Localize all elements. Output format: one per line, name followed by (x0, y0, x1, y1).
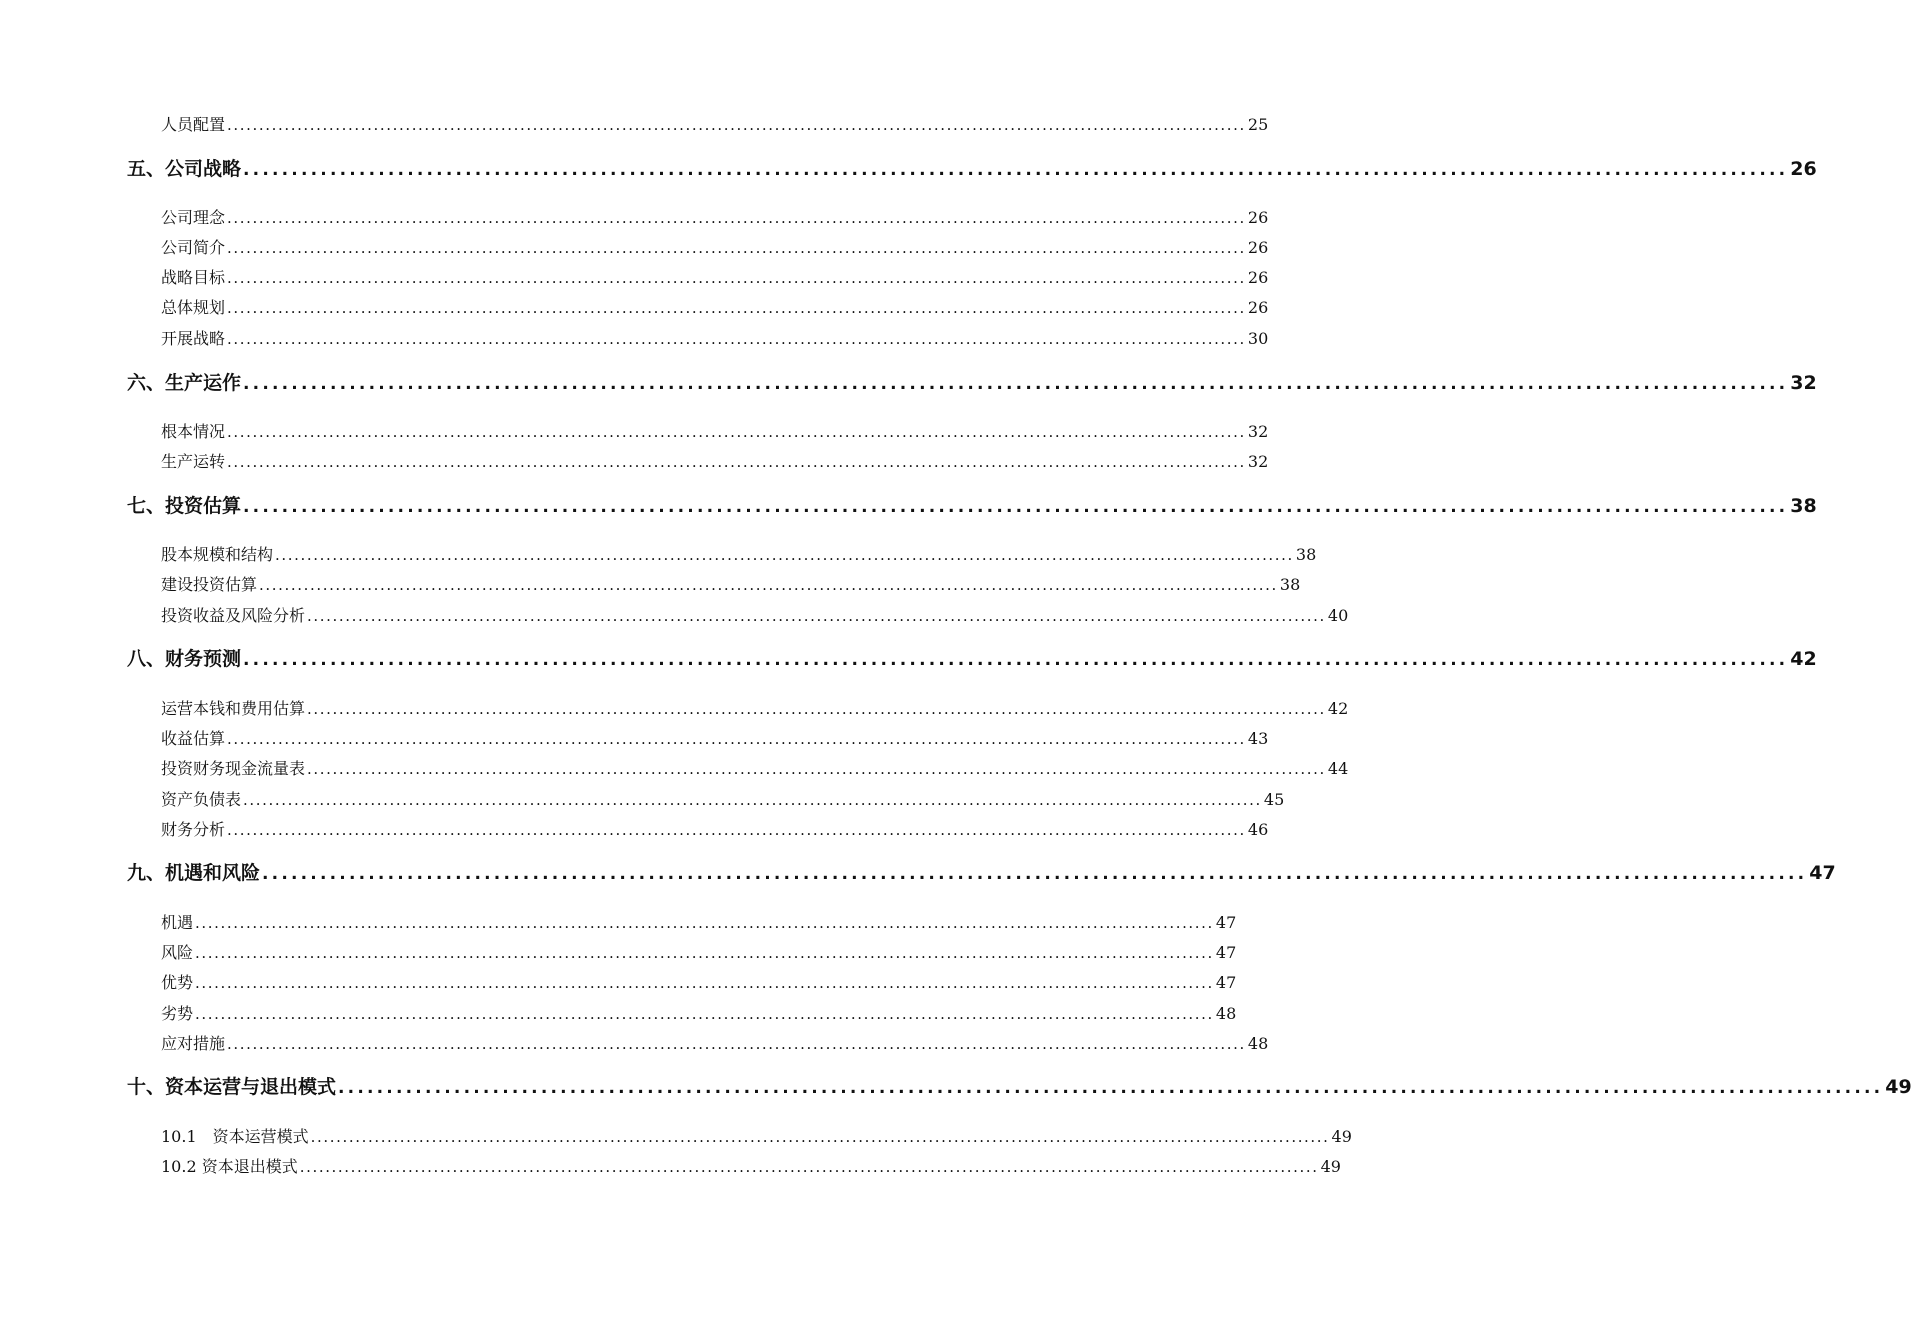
toc-entry-label: 十、资本运营与退出模式 (127, 1076, 337, 1098)
toc-page-number: 40 (1327, 606, 1349, 625)
toc-entry-label: 10.1 资本运营模式 (161, 1127, 309, 1146)
toc-entry-label: 10.2 资本退出模式 (161, 1157, 298, 1176)
toc-page-number: 49 (1885, 1076, 1912, 1098)
toc-entry[interactable] (161, 972, 1237, 994)
toc-page-number: 38 (1790, 495, 1817, 517)
toc-page-number: 48 (1215, 1004, 1237, 1023)
toc-entry-label: 资产负债表 (161, 790, 242, 809)
toc-page-number: 26 (1247, 268, 1269, 287)
toc-entry[interactable] (161, 1033, 1269, 1055)
toc-entry[interactable] (161, 237, 1269, 259)
toc-section-heading[interactable] (127, 645, 1817, 673)
toc-entry-label: 根本情况 (161, 422, 226, 441)
toc-entry[interactable] (161, 819, 1269, 841)
dot-leader: ................................................................................................................................................................ (262, 864, 1808, 884)
toc-page-number: 44 (1327, 759, 1349, 778)
toc-entry[interactable] (161, 544, 1317, 566)
dot-leader: ................................................................................................................................................................ (243, 160, 1789, 180)
toc-entry-label: 七、投资估算 (127, 495, 242, 517)
toc-entry[interactable] (161, 267, 1269, 289)
toc-entry-label: 战略目标 (161, 268, 226, 287)
toc-entry[interactable] (161, 207, 1269, 229)
toc-entry-label: 投资财务现金流量表 (161, 759, 306, 778)
toc-page-number: 47 (1215, 913, 1237, 932)
toc-entry-label: 财务分析 (161, 820, 226, 839)
dot-leader: ................................................................................................................................................................ (307, 700, 1326, 718)
toc-entry-label: 运营本钱和费用估算 (161, 699, 306, 718)
toc-page-number: 42 (1790, 648, 1817, 670)
toc-entry-label: 总体规划 (161, 298, 226, 317)
toc-page-number: 38 (1295, 545, 1317, 564)
dot-leader: ................................................................................................................................................................ (243, 650, 1789, 670)
toc-page-number: 45 (1263, 790, 1285, 809)
dot-leader: ................................................................................................................................................................ (227, 1035, 1246, 1053)
toc-entry[interactable] (161, 1156, 1341, 1178)
toc-entry[interactable] (161, 297, 1269, 319)
toc-entry[interactable] (161, 451, 1269, 473)
dot-leader: ................................................................................................................................................................ (227, 239, 1246, 257)
dot-leader: ................................................................................................................................................................ (227, 453, 1246, 471)
dot-leader: ................................................................................................................................................................ (227, 269, 1246, 287)
toc-entry[interactable] (161, 728, 1269, 750)
toc-entry[interactable] (161, 758, 1349, 780)
toc-entry-label: 公司理念 (161, 208, 226, 227)
toc-page-number: 47 (1809, 862, 1836, 884)
toc-entry-label: 收益估算 (161, 729, 226, 748)
dot-leader: ................................................................................................................................................................ (227, 423, 1246, 441)
toc-entry-label: 风险 (161, 943, 194, 962)
toc-entry-label: 股本规模和结构 (161, 545, 274, 564)
toc-section-heading[interactable] (127, 155, 1817, 183)
toc-page-number: 32 (1790, 372, 1817, 394)
dot-leader: ................................................................................................................................................................ (227, 821, 1246, 839)
toc-page-number: 42 (1327, 699, 1349, 718)
toc-entry-label: 公司简介 (161, 238, 226, 257)
toc-entry[interactable] (161, 1126, 1352, 1148)
toc-page-number: 32 (1247, 452, 1269, 471)
toc-page-number: 43 (1247, 729, 1269, 748)
dot-leader: ................................................................................................................................................................ (259, 576, 1278, 594)
toc-entry-label: 机遇 (161, 913, 194, 932)
toc-entry[interactable] (161, 942, 1237, 964)
toc-entry-label: 开展战略 (161, 329, 226, 348)
toc-page-number: 26 (1790, 158, 1817, 180)
toc-section-heading[interactable] (127, 492, 1817, 520)
toc-entry-label: 应对措施 (161, 1034, 226, 1053)
toc-page-number: 30 (1247, 329, 1269, 348)
toc-section-heading[interactable] (127, 1073, 1912, 1101)
toc-entry-label: 劣势 (161, 1004, 194, 1023)
dot-leader: ................................................................................................................................................................ (195, 914, 1214, 932)
toc-entry[interactable] (161, 605, 1349, 627)
toc-page-number: 26 (1247, 298, 1269, 317)
dot-leader: ................................................................................................................................................................ (195, 944, 1214, 962)
toc-page-number: 48 (1247, 1034, 1269, 1053)
toc-page-number: 49 (1331, 1127, 1352, 1146)
toc-page-number: 47 (1215, 943, 1237, 962)
toc-entry[interactable] (161, 698, 1349, 720)
dot-leader: ................................................................................................................................................................ (243, 791, 1262, 809)
toc-entry-label: 建设投资估算 (161, 575, 258, 594)
dot-leader: ................................................................................................................................................................ (195, 1005, 1214, 1023)
dot-leader: ................................................................................................................................................................ (307, 607, 1326, 625)
toc-page-number: 47 (1215, 973, 1237, 992)
toc-entry[interactable] (161, 574, 1301, 596)
toc-section-heading[interactable] (127, 369, 1817, 397)
dot-leader: ................................................................................................................................................................ (227, 299, 1246, 317)
toc-page-number: 46 (1247, 820, 1269, 839)
toc-entry[interactable] (161, 789, 1285, 811)
dot-leader: ................................................................................................................................................................ (310, 1128, 1330, 1146)
toc-page-number: 32 (1247, 422, 1269, 441)
toc-entry-label: 六、生产运作 (127, 372, 242, 394)
toc-entry-label: 五、公司战略 (127, 158, 242, 180)
toc-entry[interactable] (161, 328, 1269, 350)
toc-entry-label: 投资收益及风险分析 (161, 606, 306, 625)
dot-leader: ................................................................................................................................................................ (227, 209, 1246, 227)
dot-leader: ................................................................................................................................................................ (275, 546, 1294, 564)
dot-leader: ................................................................................................................................................................ (227, 730, 1246, 748)
dot-leader: ................................................................................................................................................................ (243, 497, 1789, 517)
toc-entry-label: 优势 (161, 973, 194, 992)
toc-entry[interactable] (161, 114, 1269, 136)
dot-leader: ................................................................................................................................................................ (299, 1158, 1319, 1176)
toc-entry[interactable] (161, 1003, 1237, 1025)
toc-page-number: 38 (1279, 575, 1301, 594)
toc-entry[interactable] (161, 421, 1269, 443)
toc-entry-label: 生产运转 (161, 452, 226, 471)
toc-entry-label: 人员配置 (161, 115, 226, 134)
toc-page-number: 25 (1247, 115, 1269, 134)
toc-entry-label: 八、财务预测 (127, 648, 242, 670)
dot-leader: ................................................................................................................................................................ (338, 1078, 1884, 1098)
dot-leader: ................................................................................................................................................................ (243, 374, 1789, 394)
toc-entry-label: 九、机遇和风险 (127, 862, 261, 884)
dot-leader: ................................................................................................................................................................ (195, 974, 1214, 992)
dot-leader: ................................................................................................................................................................ (227, 116, 1246, 134)
toc-page-number: 26 (1247, 238, 1269, 257)
toc-section-heading[interactable] (127, 859, 1836, 887)
toc-page-number: 26 (1247, 208, 1269, 227)
dot-leader: ................................................................................................................................................................ (227, 330, 1246, 348)
toc-page-number: 49 (1320, 1157, 1341, 1176)
dot-leader: ................................................................................................................................................................ (307, 760, 1326, 778)
toc-entry[interactable] (161, 912, 1237, 934)
